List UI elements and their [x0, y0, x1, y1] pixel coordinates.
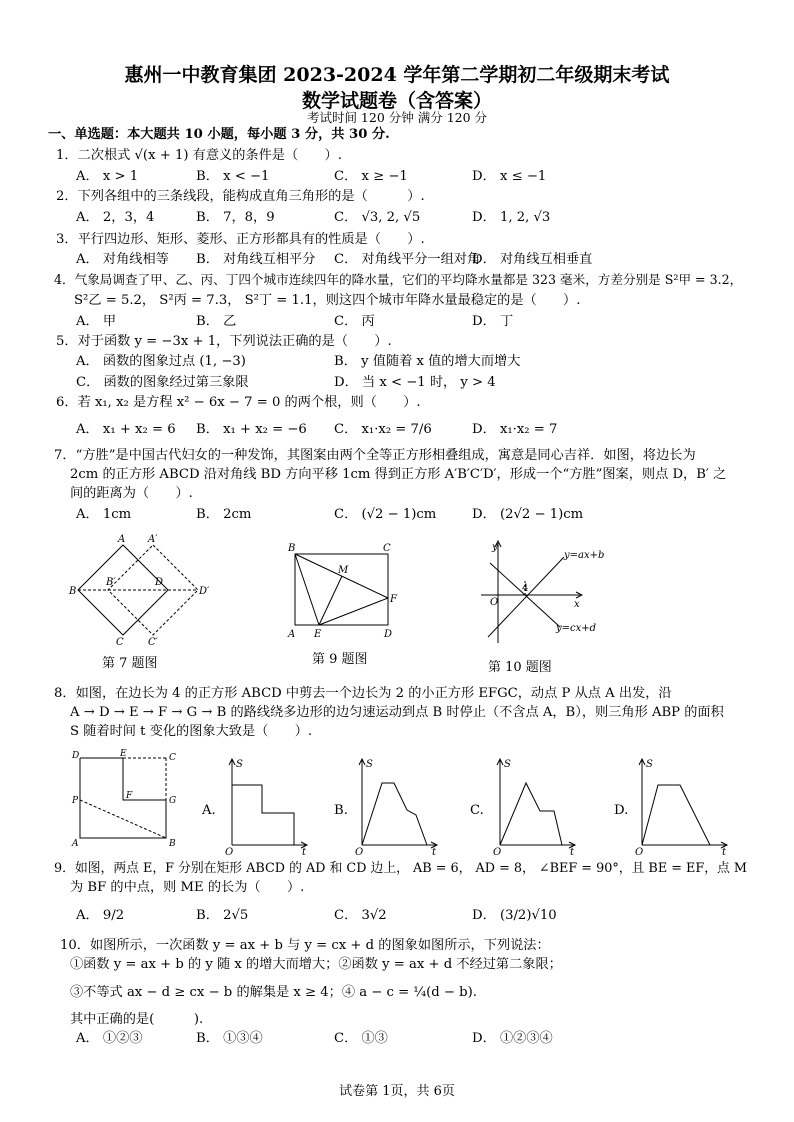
fig7-label-d: D	[155, 577, 164, 588]
fig9-label-c: C	[383, 543, 391, 554]
fig8-label-b: B	[169, 839, 176, 849]
q7-option-c: C． (√2 − 1)cm	[334, 507, 437, 522]
exam-info: 考试时间 120 分钟 满分 120 分	[306, 110, 488, 125]
q9-stem-2: 为 BF 的中点，则 ME 的长为（ ）.	[70, 880, 305, 895]
fig10-label-line1: y=ax+b	[564, 550, 605, 561]
figure-10	[476, 535, 606, 650]
q6-option-c: C． x₁·x₂ = 7/6	[334, 422, 432, 437]
q4-option-a: A． 甲	[76, 314, 117, 329]
q10-option-a: A． ①②③	[76, 1031, 143, 1046]
fig7-label-a-prime: A′	[148, 534, 158, 545]
svg-text:O: O	[635, 847, 644, 858]
fig7-label-b-prime: B′	[106, 577, 116, 588]
q3-option-a: A． 对角线相等	[76, 252, 169, 267]
q8-graph-b	[352, 755, 442, 858]
q8-graph-c	[490, 755, 580, 858]
q4-stem: 4．气象局调查了甲、乙、丙、丁四个城市连续四年的降水量，它们的平均降水量都是 323 毫米，方差分别是 S²甲 = 3.2，	[54, 272, 743, 287]
q9-option-b: B． 2√5	[196, 908, 249, 923]
q2-option-c: C． √3, 2, √5	[334, 210, 421, 225]
fig7-label-d-prime: D′	[199, 586, 210, 597]
q9-option-c: C． 3√2	[334, 908, 387, 923]
q10-stem-2: ①函数 y = ax + b 的 y 随 x 的增大而增大；②函数 y = ax + d 不经过第二象限；	[70, 957, 562, 972]
q6-option-a: A． x₁ + x₂ = 6	[76, 422, 176, 437]
q1-option-c: C． x ≥ −1	[334, 169, 408, 184]
fig9-label-b: B	[288, 543, 296, 554]
q8-option-a: A.	[202, 803, 216, 818]
q6-option-d: D． x₁·x₂ = 7	[472, 422, 558, 437]
q9-option-a: A． 9/2	[76, 908, 125, 923]
q8-option-d: D.	[614, 803, 629, 818]
svg-text:t: t	[570, 847, 575, 858]
q1-option-a: A． x > 1	[76, 169, 139, 184]
fig8-label-c: C	[169, 753, 176, 763]
fig9-label-e: E	[314, 629, 322, 640]
figure-9	[286, 540, 406, 645]
q9-option-d: D． (3/2)√10	[472, 908, 557, 923]
fig9-label-a: A	[288, 629, 296, 640]
fig8-label-d: D	[72, 751, 80, 761]
q1-option-b: B． x < −1	[196, 169, 270, 184]
fig7-label-c-prime: C′	[148, 637, 158, 648]
q2-stem: 2．下列各组中的三条线段，能构成直角三角形的是（ ）.	[56, 189, 425, 204]
svg-text:t: t	[722, 847, 727, 858]
q2-option-d: D． 1, 2, √3	[472, 210, 551, 225]
fig8-label-f: F	[126, 791, 133, 801]
q6-option-b: B． x₁ + x₂ = −6	[196, 422, 307, 437]
q5-option-d: D． 当 x < −1 时， y > 4	[334, 375, 496, 390]
fig7-label-c: C	[116, 637, 124, 648]
q10-option-b: B． ①③④	[196, 1031, 263, 1046]
q7-stem: 7．“方胜”是中国古代妇女的一种发饰，其图案由两个全等正方形相叠组成，寓意是同心吉祥．如图，将边长为	[54, 448, 696, 463]
q3-option-b: B． 对角线互相平分	[196, 252, 316, 267]
q7-option-b: B． 2cm	[196, 507, 252, 522]
q4-option-b: B． 乙	[196, 314, 237, 329]
section-heading: 一、单选题：本大题共 10 小题，每小题 3 分，共 30 分.	[48, 127, 390, 142]
q8-graph-d	[632, 755, 732, 858]
q3-stem: 3．平行四边形、矩形、菱形、正方形都具有的性质是（ ）.	[56, 232, 425, 247]
svg-text:S: S	[504, 759, 511, 770]
fig7-label-a: A	[118, 534, 126, 545]
svg-text:O: O	[225, 847, 234, 858]
svg-text:S: S	[366, 759, 373, 770]
fig10-label-y: y	[492, 542, 498, 553]
page-footer: 试卷第 1页，共 6页	[339, 1084, 455, 1099]
figure-7-caption: 第 7 题图	[102, 656, 158, 671]
q10-option-c: C． ①③	[334, 1031, 388, 1046]
q3-option-d: D． 对角线互相垂直	[472, 252, 593, 267]
fig8-label-a: A	[72, 839, 79, 849]
q10-stem: 10．如图所示，一次函数 y = ax + b 与 y = cx + d 的图象如图所示，下列说法：	[60, 938, 550, 953]
figure-9-caption: 第 9 题图	[312, 652, 368, 667]
fig9-label-m: M	[338, 565, 349, 576]
q2-option-b: B． 7，8，9	[196, 210, 275, 225]
q7-option-a: A． 1cm	[76, 507, 132, 522]
q8-option-b: B.	[334, 803, 348, 818]
q9-stem: 9．如图，两点 E，F 分别在矩形 ABCD 的 AD 和 CD 边上， AB = 6， AD = 8， ∠BEF = 90°，且 BE = EF，点 M	[54, 861, 748, 876]
q8-option-c: C.	[470, 803, 484, 818]
q1-option-d: D． x ≤ −1	[472, 169, 547, 184]
q5-option-b: B． y 值随着 x 值的增大而增大	[334, 354, 521, 369]
q10-option-d: D． ①②③④	[472, 1031, 553, 1046]
svg-text:S: S	[236, 759, 243, 770]
fig10-label-x: x	[574, 599, 580, 610]
figure-8	[70, 748, 185, 848]
svg-text:O: O	[355, 847, 364, 858]
fig9-label-f: F	[390, 594, 397, 605]
svg-text:t: t	[432, 847, 437, 858]
svg-text:S: S	[646, 759, 653, 770]
q5-stem: 5．对于函数 y = −3x + 1，下列说法正确的是（ ）.	[56, 334, 392, 349]
exam-subtitle-title: 数学试题卷（含答案）	[301, 90, 492, 112]
svg-text:O: O	[493, 847, 502, 858]
q8-graph-a	[222, 755, 312, 858]
q1-stem: 1．二次根式 √(x + 1) 有意义的条件是（ ）.	[56, 148, 342, 163]
q7-stem-3: 间的距离为（ ）.	[70, 486, 193, 501]
q8-stem-2: A → D → E → F → G → B 的路线绕多边形的边匀速运动到点 B 时停止（不含点 A，B），则三角形 ABP 的面积	[70, 705, 724, 720]
svg-text:t: t	[302, 847, 307, 858]
fig8-label-p: P	[72, 796, 79, 806]
fig10-label-4: 4	[522, 583, 529, 594]
fig7-label-b: B	[69, 586, 77, 597]
q8-stem-3: S 随着时间 t 变化的图象大致是（ ）.	[70, 724, 313, 739]
fig8-label-g: G	[169, 796, 177, 806]
q5-option-c: C． 函数的图象经过第三象限	[76, 375, 249, 390]
q4-option-c: C． 丙	[334, 314, 375, 329]
q4-option-d: D． 丁	[472, 314, 514, 329]
q2-option-a: A． 2，3，4	[76, 210, 155, 225]
q7-option-d: D． (2√2 − 1)cm	[472, 507, 584, 522]
q8-stem: 8．如图，在边长为 4 的正方形 ABCD 中剪去一个边长为 2 的小正方形 EFGC，动点 P 从点 A 出发，沿	[54, 686, 672, 701]
fig10-label-line2: y=cx+d	[556, 623, 597, 634]
fig10-label-o: O	[490, 597, 499, 608]
q3-option-c: C． 对角线平分一组对角	[334, 252, 481, 267]
q5-option-a: A． 函数的图象过点 (1, −3)	[76, 354, 246, 369]
q7-stem-2: 2cm 的正方形 ABCD 沿对角线 BD 方向平移 1cm 得到正方形 A′B′C′D′，形成一个“方胜”图案，则点 D，B′ 之	[70, 467, 727, 482]
figure-7	[68, 534, 210, 648]
exam-title: 惠州一中教育集团 2023-2024 学年第二学期初二年级期末考试	[124, 64, 670, 86]
q4-stem-2: S²乙 = 5.2， S²丙 = 7.3， S²丁 = 1.1，则这四个城市年降水量最稳定的是（ ）.	[74, 293, 581, 308]
figure-10-caption: 第 10 题图	[488, 660, 552, 675]
fig8-label-e: E	[120, 749, 127, 759]
q10-stem-4: 其中正确的是( ).	[70, 1012, 204, 1027]
q10-stem-3: ③不等式 ax − d ≥ cx − b 的解集是 x ≥ 4；④ a − c = ¼(d − b).	[70, 985, 477, 1000]
fig9-label-d: D	[384, 629, 393, 640]
q6-stem: 6．若 x₁, x₂ 是方程 x² − 6x − 7 = 0 的两个根，则（ ）.	[56, 395, 421, 410]
